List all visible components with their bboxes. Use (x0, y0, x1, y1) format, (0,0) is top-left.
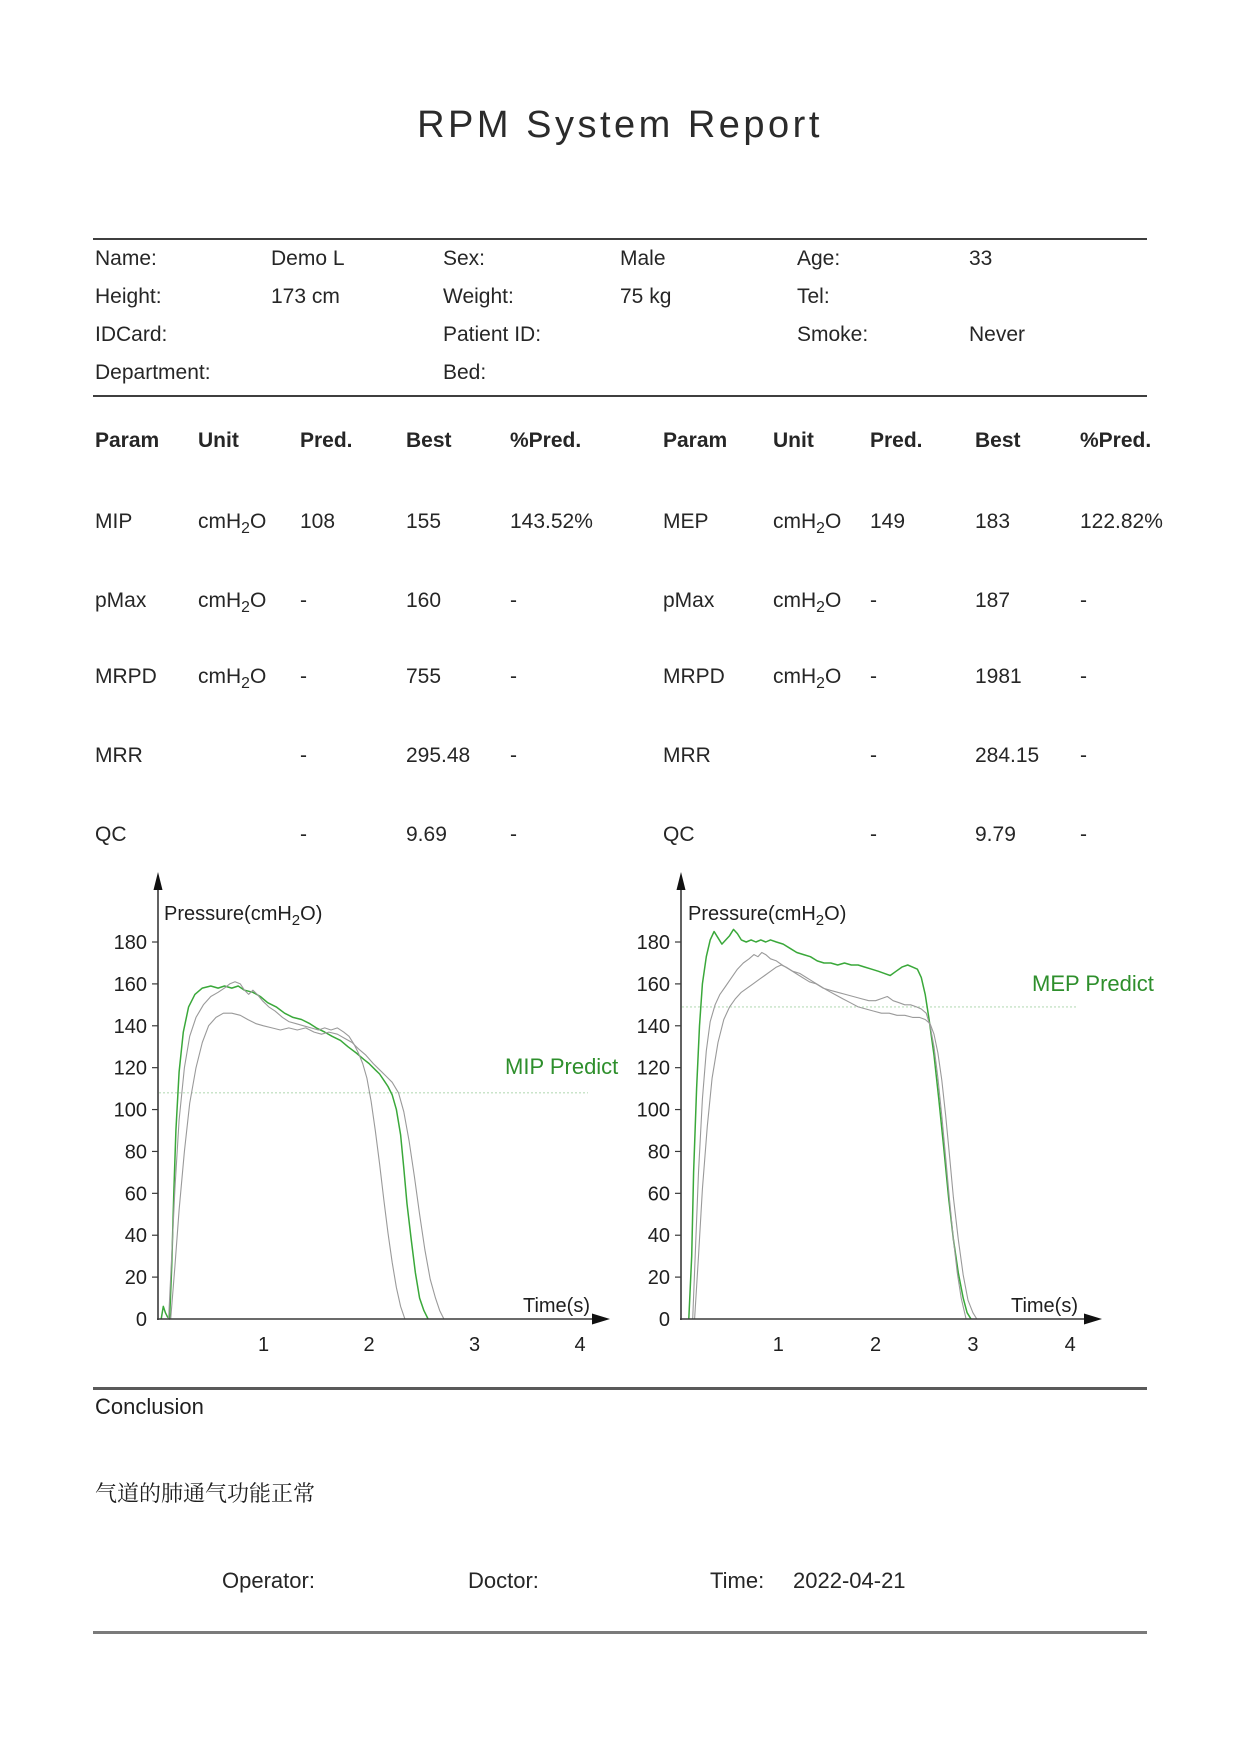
svg-text:120: 120 (636, 1057, 670, 1080)
param-name: MEP (663, 510, 709, 533)
conclusion-text: 气道的肺通气功能正常 (95, 1481, 316, 1506)
svg-text:20: 20 (124, 1267, 147, 1290)
param-unit: cmH$_2$O (773, 665, 842, 693)
page-title: RPM System Report (417, 104, 823, 146)
name-value: Demo L (271, 247, 345, 270)
height-value: 173 cm (271, 285, 340, 308)
param-best: 187 (975, 589, 1011, 612)
svg-text:1: 1 (257, 1334, 270, 1356)
param-pred: - (870, 665, 877, 688)
header-param-right: Param (663, 429, 728, 452)
svg-text:3: 3 (967, 1334, 979, 1356)
param-unit: cmH$_2$O (198, 589, 267, 617)
svg-text:100: 100 (113, 1099, 147, 1122)
svg-text:2: 2 (870, 1334, 882, 1356)
doctor-label: Doctor: (468, 1568, 539, 1593)
header-pctpred-right: %Pred. (1080, 429, 1152, 452)
tel-label: Tel: (797, 285, 830, 308)
weight-value: 75 kg (620, 285, 672, 308)
svg-text:4: 4 (574, 1334, 586, 1356)
header-unit-left: Unit (198, 429, 239, 452)
param-pctpred: - (510, 744, 517, 767)
svg-text:60: 60 (124, 1183, 147, 1206)
param-best: 160 (406, 589, 442, 612)
param-pred: - (300, 744, 307, 767)
svg-text:100: 100 (636, 1099, 670, 1122)
param-pctpred: - (1080, 589, 1087, 612)
smoke-value: Never (969, 323, 1026, 346)
param-name: pMax (95, 589, 147, 612)
svg-text:180: 180 (113, 932, 147, 955)
param-pctpred: 143.52% (510, 510, 593, 533)
svg-text:40: 40 (647, 1225, 670, 1248)
age-value: 33 (969, 247, 993, 270)
header-param-left: Param (95, 429, 160, 452)
idcard-label: IDCard: (95, 323, 168, 346)
param-name: MRR (663, 744, 711, 767)
param-name: QC (663, 823, 695, 846)
footer-bottom-rule (93, 1631, 1147, 1634)
param-unit: cmH$_2$O (773, 589, 842, 617)
param-pred: - (870, 589, 877, 612)
sex-label: Sex: (443, 247, 486, 270)
right-chart-x-axis-title: Time(s) (1010, 1295, 1078, 1317)
svg-text:4: 4 (1064, 1334, 1076, 1356)
param-best: 183 (975, 510, 1011, 533)
svg-text:0: 0 (135, 1309, 147, 1331)
param-best: 9.69 (406, 823, 447, 846)
bed-label: Bed: (443, 361, 487, 384)
param-pctpred: - (1080, 744, 1087, 767)
smoke-label: Smoke: (797, 323, 869, 346)
patient-id-label: Patient ID: (443, 323, 542, 346)
svg-text:3: 3 (468, 1334, 481, 1356)
department-label: Department: (95, 361, 211, 384)
svg-text:120: 120 (113, 1057, 147, 1080)
param-name: MRR (95, 744, 143, 767)
header-pctpred-left: %Pred. (510, 429, 582, 452)
svg-text:0: 0 (658, 1309, 670, 1331)
time-label: Time: (710, 1568, 765, 1593)
param-pred: - (300, 823, 307, 846)
sex-value: Male (620, 247, 666, 270)
svg-text:140: 140 (636, 1015, 670, 1038)
param-unit: cmH$_2$O (773, 510, 842, 538)
param-pctpred: - (510, 589, 517, 612)
left-chart-x-axis-title: Time(s) (522, 1295, 590, 1317)
param-best: 9.79 (975, 823, 1016, 846)
param-pctpred: - (510, 665, 517, 688)
name-label: Name: (95, 247, 157, 270)
operator-label: Operator: (222, 1568, 315, 1593)
svg-text:180: 180 (636, 932, 670, 955)
header-best-right: Best (975, 429, 1021, 452)
param-name: QC (95, 823, 127, 846)
param-name: MRPD (663, 665, 725, 688)
param-best: 755 (406, 665, 442, 688)
svg-text:80: 80 (647, 1141, 670, 1164)
svg-text:80: 80 (124, 1141, 147, 1164)
param-name: MIP (95, 510, 133, 533)
param-pred: - (300, 589, 307, 612)
param-unit: cmH$_2$O (198, 665, 267, 693)
height-label: Height: (95, 285, 162, 308)
svg-text:1: 1 (772, 1334, 784, 1356)
conclusion-top-rule (93, 1387, 1147, 1390)
svg-text:60: 60 (647, 1183, 670, 1206)
param-pctpred: - (1080, 665, 1087, 688)
param-pctpred: - (510, 823, 517, 846)
param-pred: - (870, 823, 877, 846)
param-unit: cmH$_2$O (198, 510, 267, 538)
header-best-left: Best (406, 429, 452, 452)
param-pctpred: - (1080, 823, 1087, 846)
param-pred: 108 (300, 510, 336, 533)
param-best: 155 (406, 510, 442, 533)
svg-text:20: 20 (647, 1267, 670, 1290)
param-pred: - (300, 665, 307, 688)
footer-signature-row (0, 1568, 1240, 1596)
header-pred-right: Pred. (870, 429, 923, 452)
param-pred: - (870, 744, 877, 767)
right-chart-y-axis-title: Pressure(cmH$_2$O) (688, 903, 847, 929)
mep-predict-label: MEP Predict (1032, 971, 1154, 996)
left-chart-y-axis-title: Pressure(cmH$_2$O) (164, 903, 323, 929)
param-best: 284.15 (975, 744, 1040, 767)
svg-text:40: 40 (124, 1225, 147, 1248)
param-best: 295.48 (406, 744, 471, 767)
mip-predict-label: MIP Predict (505, 1054, 619, 1079)
param-pctpred: 122.82% (1080, 510, 1163, 533)
svg-text:2: 2 (363, 1334, 375, 1356)
header-unit-right: Unit (773, 429, 814, 452)
svg-text:140: 140 (113, 1015, 147, 1038)
svg-text:160: 160 (113, 973, 147, 996)
param-pred: 149 (870, 510, 906, 533)
svg-text:160: 160 (636, 973, 670, 996)
report-date: 2022-04-21 (793, 1568, 906, 1593)
param-name: MRPD (95, 665, 157, 688)
param-best: 1981 (975, 665, 1022, 688)
age-label: Age: (797, 247, 841, 270)
param-name: pMax (663, 589, 715, 612)
weight-label: Weight: (443, 285, 514, 308)
conclusion-heading: Conclusion (95, 1394, 204, 1419)
header-pred-left: Pred. (300, 429, 353, 452)
